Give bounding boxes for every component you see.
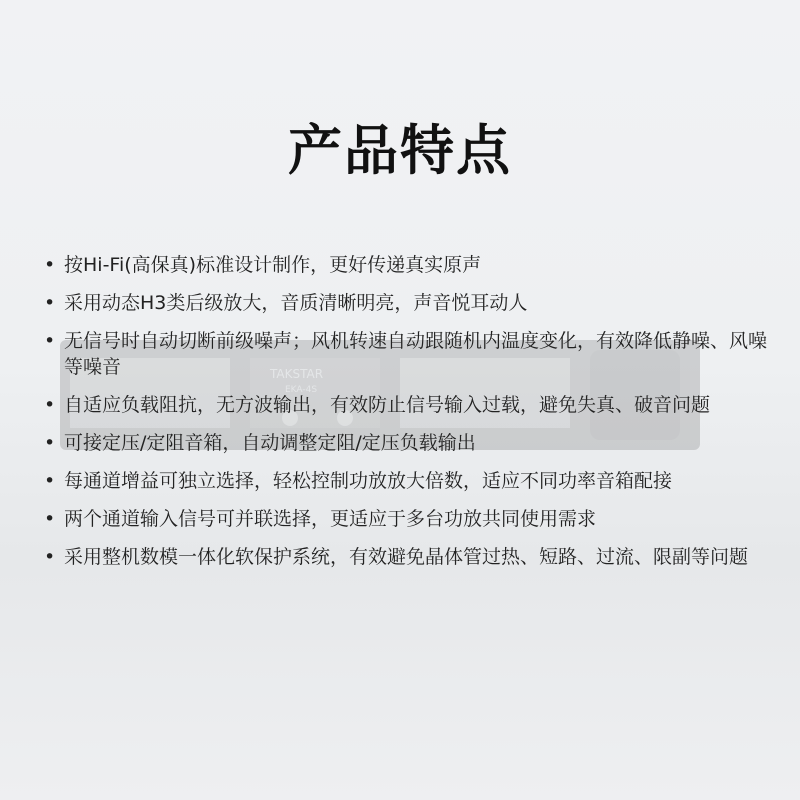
feature-item xyxy=(40,506,768,532)
bullet-icon: • xyxy=(44,432,56,454)
feature-list xyxy=(40,252,768,582)
page-title: 产品特点 xyxy=(288,119,512,183)
feature-text: 无信号时自动切断前级噪声；风机转速自动跟随机内温度变化，有效降低静噪、风噪等噪音 xyxy=(64,330,768,378)
bullet-icon: • xyxy=(44,546,56,568)
feature-text: 按Hi-Fi(高保真)标准设计制作，更好传递真实原声 xyxy=(64,254,482,276)
brand-logo-text: TAKSTAR xyxy=(270,367,324,381)
feature-item xyxy=(40,252,768,278)
feature-item xyxy=(40,392,768,418)
bullet-icon: • xyxy=(44,254,56,276)
bullet-icon: • xyxy=(44,470,56,492)
model-text: EKA-4S xyxy=(285,385,318,395)
feature-text: 采用整机数模一体化软保护系统，有效避免晶体管过热、短路、过流、限副等问题 xyxy=(64,546,749,568)
feature-item xyxy=(40,290,768,316)
feature-text: 采用动态H3类后级放大，音质清晰明亮，声音悦耳动人 xyxy=(64,292,528,314)
feature-text: 自适应负载阻抗，无方波输出，有效防止信号输入过载，避免失真、破音问题 xyxy=(64,394,711,416)
feature-item xyxy=(40,544,768,570)
feature-item xyxy=(40,328,768,380)
feature-text: 可接定压/定阻音箱，自动调整定阻/定压负载输出 xyxy=(64,432,476,454)
bullet-icon: • xyxy=(44,394,56,416)
feature-item xyxy=(40,430,768,456)
feature-text: 每通道增益可独立选择，轻松控制功放放大倍数，适应不同功率音箱配接 xyxy=(64,470,673,492)
bullet-icon: • xyxy=(44,508,56,530)
feature-text: 两个通道输入信号可并联选择，更适应于多台功放共同使用需求 xyxy=(64,508,597,530)
feature-item xyxy=(40,468,768,494)
bullet-icon: • xyxy=(44,330,56,352)
bullet-icon: • xyxy=(44,292,56,314)
